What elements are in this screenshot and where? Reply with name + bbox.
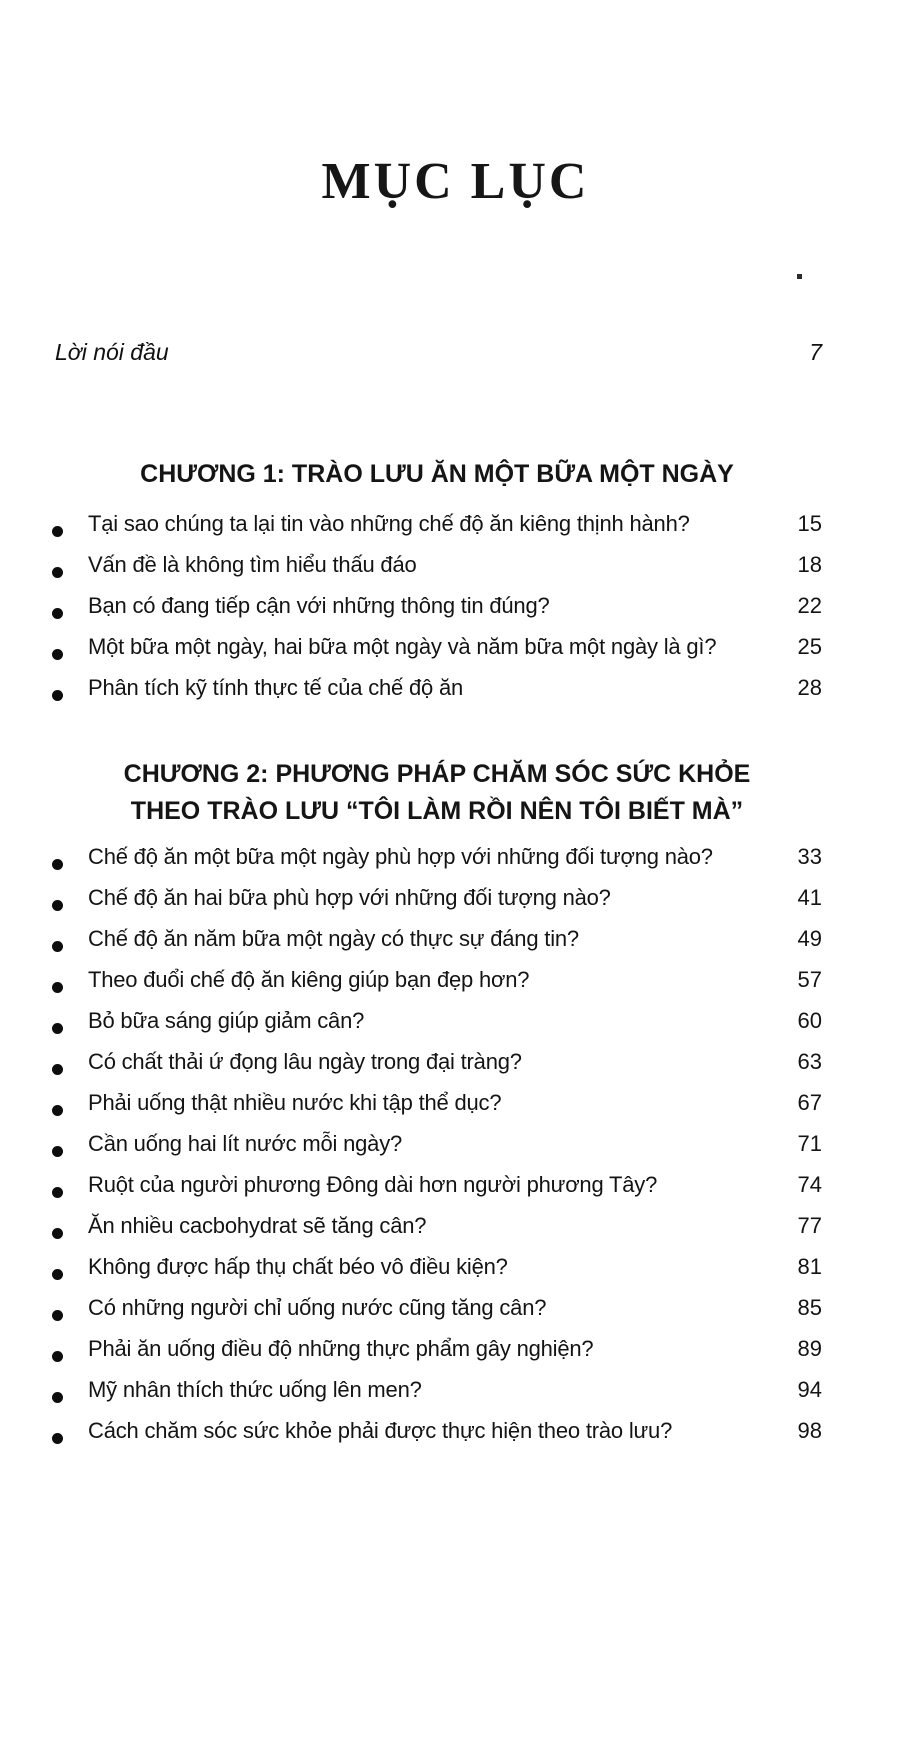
toc-entry bbox=[52, 1418, 822, 1459]
bullet-icon bbox=[52, 649, 63, 660]
entry-title: Không được hấp thụ chất béo vô điều kiện? bbox=[88, 1254, 508, 1279]
entry-title: Ruột của người phương Đông dài hơn người phương Tây? bbox=[88, 1172, 658, 1197]
entry-title: Chế độ ăn một bữa một ngày phù hợp với những đối tượng nào? bbox=[88, 844, 713, 869]
toc-entry bbox=[52, 1008, 822, 1049]
entry-page-number: 98 bbox=[797, 1418, 822, 1443]
toc-entry bbox=[52, 1213, 822, 1254]
toc-entry bbox=[52, 1254, 822, 1295]
bullet-icon bbox=[52, 608, 63, 619]
entry-page-number: 15 bbox=[797, 511, 822, 536]
entry-title: Mỹ nhân thích thức uống lên men? bbox=[88, 1377, 422, 1402]
chapter-2-heading bbox=[52, 756, 822, 830]
entry-title: Phân tích kỹ tính thực tế của chế độ ăn bbox=[88, 675, 464, 700]
bullet-icon bbox=[52, 1146, 63, 1157]
entry-page-number: 49 bbox=[797, 926, 822, 951]
toc-entry bbox=[52, 675, 822, 716]
bullet-icon bbox=[52, 690, 63, 701]
entry-title: Cần uống hai lít nước mỗi ngày? bbox=[88, 1131, 403, 1156]
entry-title: Vấn đề là không tìm hiểu thấu đáo bbox=[88, 552, 417, 577]
entry-page-number: 77 bbox=[797, 1213, 822, 1238]
bullet-icon bbox=[52, 1351, 63, 1362]
bullet-icon bbox=[52, 982, 63, 993]
toc-entry bbox=[52, 1336, 822, 1377]
entry-page-number: 71 bbox=[797, 1131, 822, 1156]
entry-title: Cách chăm sóc sức khỏe phải được thực hiện theo trào lưu? bbox=[88, 1418, 673, 1443]
toc-entry bbox=[52, 1131, 822, 1172]
bullet-icon bbox=[52, 1023, 63, 1034]
bullet-icon bbox=[52, 1105, 63, 1116]
entry-page-number: 81 bbox=[797, 1254, 822, 1279]
toc-entry bbox=[52, 552, 822, 593]
entry-page-number: 57 bbox=[797, 967, 822, 992]
bullet-icon bbox=[52, 1269, 63, 1280]
entry-page-number: 74 bbox=[797, 1172, 822, 1197]
entry-page-number: 67 bbox=[797, 1090, 822, 1115]
entry-page-number: 89 bbox=[797, 1336, 822, 1361]
entry-page-number: 18 bbox=[797, 552, 822, 577]
entry-title: Theo đuổi chế độ ăn kiêng giúp bạn đẹp hơn? bbox=[88, 967, 530, 992]
bullet-icon bbox=[52, 900, 63, 911]
page-title: MỤC LỤC bbox=[321, 153, 590, 210]
bullet-icon bbox=[52, 941, 63, 952]
chapter-2-heading-line1: CHƯƠNG 2: PHƯƠNG PHÁP CHĂM SÓC SỨC KHỎE bbox=[123, 760, 751, 788]
entry-title: Phải uống thật nhiều nước khi tập thể dục? bbox=[88, 1090, 502, 1115]
entry-title: Ăn nhiều cacbohydrat sẽ tăng cân? bbox=[88, 1213, 427, 1238]
bullet-icon bbox=[52, 1392, 63, 1403]
preface-page-number: 7 bbox=[809, 339, 822, 365]
chapter-2-list bbox=[52, 844, 822, 1459]
chapter-1-heading: CHƯƠNG 1: TRÀO LƯU ĂN MỘT BỮA MỘT NGÀY bbox=[140, 460, 734, 488]
book-toc-page bbox=[0, 152, 911, 1750]
bullet-icon bbox=[52, 859, 63, 870]
entry-page-number: 41 bbox=[797, 885, 822, 910]
entry-title: Chế độ ăn hai bữa phù hợp với những đối tượng nào? bbox=[88, 885, 611, 910]
print-speck bbox=[797, 274, 802, 279]
toc-content bbox=[52, 339, 822, 1459]
bullet-icon bbox=[52, 567, 63, 578]
preface-label: Lời nói đầu bbox=[55, 339, 169, 365]
bullet-icon bbox=[52, 1187, 63, 1198]
entry-page-number: 33 bbox=[797, 844, 822, 869]
toc-entry bbox=[52, 885, 822, 926]
entry-page-number: 28 bbox=[797, 675, 822, 700]
toc-entry bbox=[52, 967, 822, 1008]
entry-title: Tại sao chúng ta lại tin vào những chế độ ăn kiêng thịnh hành? bbox=[88, 511, 690, 536]
chapter-1-list bbox=[52, 511, 822, 716]
entry-title: Bạn có đang tiếp cận với những thông tin đúng? bbox=[88, 593, 550, 618]
toc-entry bbox=[52, 593, 822, 634]
entry-title: Chế độ ăn năm bữa một ngày có thực sự đáng tin? bbox=[88, 926, 579, 951]
entry-page-number: 94 bbox=[797, 1377, 822, 1402]
entry-page-number: 85 bbox=[797, 1295, 822, 1320]
entry-page-number: 25 bbox=[797, 634, 822, 659]
entry-page-number: 63 bbox=[797, 1049, 822, 1074]
toc-entry bbox=[52, 926, 822, 967]
bullet-icon bbox=[52, 1228, 63, 1239]
bullet-icon bbox=[52, 1064, 63, 1075]
toc-entry bbox=[52, 1377, 822, 1418]
entry-title: Phải ăn uống điều độ những thực phẩm gây nghiện? bbox=[88, 1336, 594, 1361]
entry-title: Bỏ bữa sáng giúp giảm cân? bbox=[88, 1008, 365, 1033]
toc-entry bbox=[52, 1090, 822, 1131]
bullet-icon bbox=[52, 526, 63, 537]
toc-entry bbox=[52, 511, 822, 552]
entry-page-number: 60 bbox=[797, 1008, 822, 1033]
entry-title: Có chất thải ứ đọng lâu ngày trong đại tràng? bbox=[88, 1049, 522, 1074]
entry-title: Có những người chỉ uống nước cũng tăng cân? bbox=[88, 1295, 547, 1320]
chapter-2-heading-line2: THEO TRÀO LƯU “TÔI LÀM RỒI NÊN TÔI BIẾT MÀ” bbox=[130, 797, 744, 825]
entry-page-number: 22 bbox=[797, 593, 822, 618]
bullet-icon bbox=[52, 1310, 63, 1321]
toc-entry bbox=[52, 634, 822, 675]
bullet-icon bbox=[52, 1433, 63, 1444]
entry-title: Một bữa một ngày, hai bữa một ngày và năm bữa một ngày là gì? bbox=[88, 634, 717, 659]
preface-entry bbox=[52, 339, 822, 366]
toc-entry bbox=[52, 844, 822, 885]
toc-entry bbox=[52, 1295, 822, 1336]
toc-entry bbox=[52, 1172, 822, 1213]
toc-entry bbox=[52, 1049, 822, 1090]
